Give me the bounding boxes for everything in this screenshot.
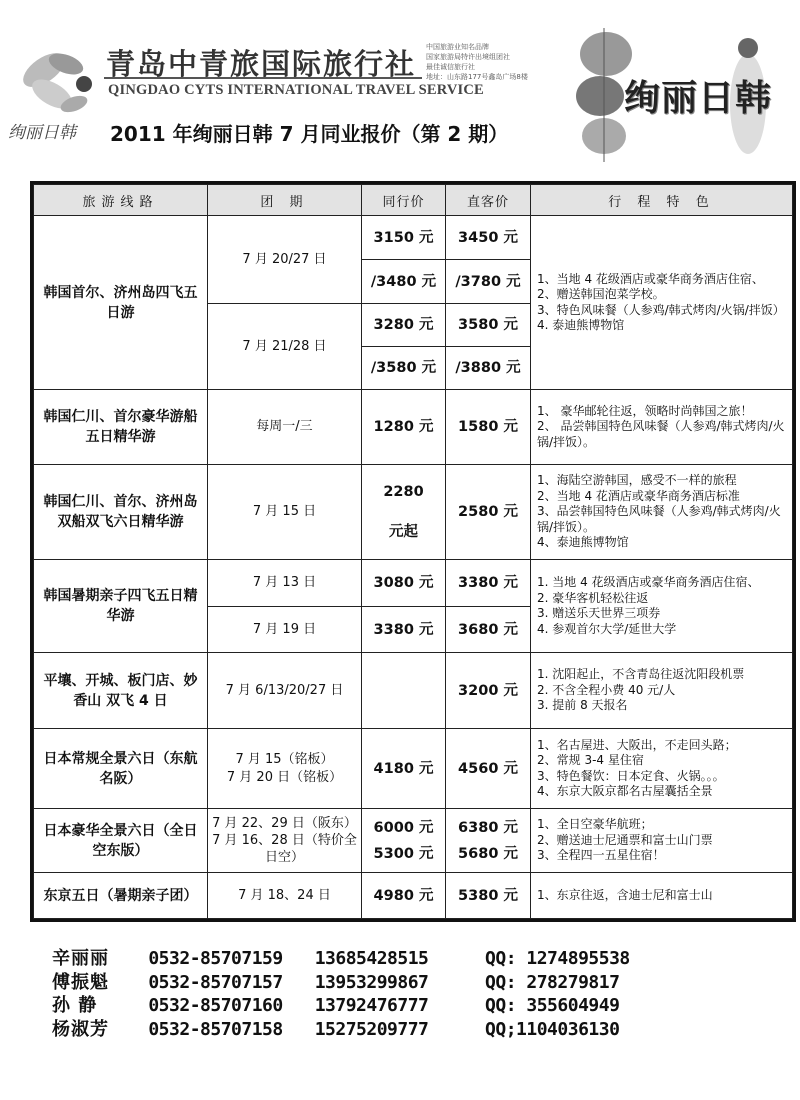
contact-row	[52, 991, 792, 1015]
period-cell: 7 月 6/13/20/27 日	[208, 653, 362, 729]
contact-list	[52, 944, 792, 1038]
price-line: /3880 元	[455, 360, 521, 376]
company-name-en: QINGDAO CYTS INTERNATIONAL TRAVEL SERVICE	[108, 82, 484, 98]
feature-line: 2、常规 3-4 星住宿	[537, 753, 644, 767]
retail-price-cell: 3200 元	[446, 653, 531, 729]
contact-mobile: 13685428515	[314, 948, 429, 969]
feature-line: 3、品尝韩国特色风味餐（人参鸡/韩式烤肉/火锅/拌饭）。	[537, 504, 781, 534]
retail-price-cell	[446, 809, 531, 873]
feature-line: 1. 沈阳起止，不含青岛往返沈阳段机票	[537, 667, 745, 682]
trade-price-cell	[362, 216, 446, 260]
contact-qq: QQ;1104036130	[485, 1018, 620, 1040]
trade-price-cell: 1280 元	[362, 390, 446, 465]
period-cell: 7 月 20/27 日	[208, 216, 362, 304]
feature-line: 3、特色餐饮：日本定食、火锅。。。	[537, 768, 725, 783]
route-cell: 韩国仁川、首尔、济州岛双船双飞六日精华游	[34, 465, 208, 560]
trade-price-cell	[362, 304, 446, 347]
price-line: 6000 元	[373, 819, 434, 836]
period-cell	[208, 729, 362, 809]
price-line: 元起	[389, 524, 418, 540]
features-cell	[531, 390, 793, 465]
contact-row	[52, 1015, 792, 1039]
features-cell	[531, 873, 793, 919]
route-cell: 韩国首尔、济州岛四飞五日游	[34, 216, 208, 390]
trade-price-cell: 4980 元	[362, 873, 446, 919]
table-row	[34, 653, 793, 729]
feature-line: 1、 豪华邮轮往返，领略时尚韩国之旅！	[537, 403, 753, 418]
feature-line: 3. 提前 8 天报名	[537, 698, 628, 713]
feature-line: 4、东京大阪京都名古屋囊括全景	[537, 784, 713, 798]
contact-name: 傅振魁	[52, 971, 109, 993]
price-line: 3580 元	[458, 317, 518, 333]
price-line: 2280	[383, 484, 424, 500]
table-row	[34, 729, 793, 809]
col-header-retail-price: 直客价	[446, 185, 531, 216]
trade-price-cell: 3380 元	[362, 607, 446, 653]
contact-mobile: 13953299867	[314, 971, 429, 993]
contact-qq: QQ: 355604949	[485, 995, 620, 1016]
feature-line: 4、泰迪熊博物馆	[537, 535, 629, 550]
period-cell: 7 月 18、24 日	[208, 873, 362, 919]
price-line: 3450 元	[458, 229, 518, 246]
contact-qq: QQ: 278279817	[485, 971, 620, 993]
company-logo-icon	[18, 44, 100, 118]
trade-price-cell	[362, 465, 446, 560]
feature-line: 1. 当地 4 花级酒店或豪华商务酒店住宿、	[537, 575, 760, 589]
deco-brand-text: 绚丽日韩	[624, 77, 773, 119]
table-row	[34, 216, 793, 260]
contact-phone: 0532-85707160	[148, 995, 283, 1016]
contact-mobile: 15275209777	[314, 1018, 429, 1040]
features-cell	[531, 560, 793, 653]
features-cell	[531, 809, 793, 873]
route-cell: 东京五日（暑期亲子团）	[34, 873, 208, 919]
contact-mobile: 13792476777	[314, 995, 429, 1016]
info-line: 最佳诚信旅行社	[426, 63, 475, 71]
price-line: 6380 元	[458, 819, 518, 836]
period-cell: 每周一/三	[208, 390, 362, 465]
route-cell: 韩国仁川、首尔豪华游船五日精华游	[34, 390, 208, 465]
features-cell	[531, 216, 793, 390]
retail-price-cell	[446, 216, 531, 260]
trade-price-cell	[362, 653, 446, 729]
period-cell	[208, 809, 362, 873]
price-line: 3150 元	[373, 229, 434, 246]
table-row	[34, 560, 793, 607]
period-line: 7 月 22、29 日（阪东）	[212, 816, 357, 831]
feature-line: 2、赠送韩国泡菜学校。	[537, 287, 665, 301]
trade-price-cell	[362, 260, 446, 304]
price-line: 5680 元	[458, 845, 518, 862]
feature-line: 2、当地 4 花酒店或豪华商务酒店标准	[537, 488, 740, 503]
period-cell: 7 月 15 日	[208, 465, 362, 560]
period-cell: 7 月 13 日	[208, 560, 362, 607]
feature-line: 2、赠送迪士尼通票和富士山门票	[537, 832, 713, 847]
feature-line: 4. 参观首尔大学/延世大学	[537, 621, 677, 636]
price-line: 5300 元	[373, 845, 434, 862]
retail-price-cell	[446, 260, 531, 304]
retail-price-cell: 3380 元	[446, 560, 531, 607]
feature-line: 2. 不含全程小费 40 元/人	[537, 682, 676, 697]
contact-qq: QQ: 1274895538	[485, 948, 630, 969]
trade-price-cell: 4180 元	[362, 729, 446, 809]
trade-price-cell	[362, 347, 446, 390]
feature-line: 2. 豪华客机轻松往返	[537, 590, 649, 605]
feature-line: 3. 赠送乐天世界三项券	[537, 606, 661, 620]
price-line: 3280 元	[373, 317, 434, 333]
col-header-period: 团 期	[208, 185, 362, 216]
route-cell: 日本豪华全景六日（全日空东版）	[34, 809, 208, 873]
period-line: 7 月 20 日（铭板）	[226, 769, 343, 785]
page-title: 2011 年绚丽日韩 7 月同业报价（第 2 期）	[110, 122, 509, 146]
header-divider	[104, 77, 422, 79]
table-header-row	[34, 185, 793, 216]
price-line: /3480 元	[370, 273, 437, 290]
page-header	[0, 0, 800, 170]
period-line: 7 月 16、28 日（特价全日空）	[212, 833, 357, 865]
table-row	[34, 390, 793, 465]
feature-line: 3、特色风味餐（人参鸡/韩式烤肉/火锅/拌饭）	[537, 302, 785, 317]
retail-price-cell: 2580 元	[446, 465, 531, 560]
feature-line: 3、全程四一五星住宿！	[537, 848, 665, 863]
retail-price-cell	[446, 304, 531, 347]
retail-price-cell: 5380 元	[446, 873, 531, 919]
company-info	[426, 42, 528, 82]
feature-line: 1、名古屋进、大阪出，不走回头路；	[537, 737, 737, 752]
contact-phone: 0532-85707158	[148, 1018, 283, 1040]
contact-name: 孙 静	[52, 995, 98, 1016]
route-cell: 日本常规全景六日（东航名阪）	[34, 729, 208, 809]
table-row	[34, 809, 793, 873]
trade-price-cell: 3080 元	[362, 560, 446, 607]
retail-price-cell	[446, 347, 531, 390]
retail-price-cell: 4560 元	[446, 729, 531, 809]
contact-row	[52, 968, 792, 992]
route-cell: 韩国暑期亲子四飞五日精华游	[34, 560, 208, 653]
feature-line: 1、海陆空游韩国，感受不一样的旅程	[537, 473, 737, 488]
company-name-cn: 青岛中青旅国际旅行社	[106, 47, 417, 81]
period-cell: 7 月 21/28 日	[208, 304, 362, 390]
table-row	[34, 873, 793, 919]
contact-row	[52, 944, 792, 968]
table-row	[34, 465, 793, 560]
retail-price-cell: 1580 元	[446, 390, 531, 465]
brand-mark: 绚丽日韩	[8, 123, 76, 143]
col-header-features: 行 程 特 色	[531, 185, 793, 216]
features-cell	[531, 729, 793, 809]
contact-name: 杨淑芳	[52, 1018, 109, 1040]
route-cell: 平壤、开城、板门店、妙香山 双飞 4 日	[34, 653, 208, 729]
features-cell	[531, 653, 793, 729]
price-table	[30, 181, 796, 922]
feature-line: 1、全日空豪华航班；	[537, 817, 653, 832]
price-line: /3580 元	[370, 360, 437, 376]
col-header-route: 旅游线路	[34, 185, 208, 216]
contact-name: 辛丽丽	[52, 948, 109, 969]
feature-line: 2、 品尝韩国特色风味餐（人参鸡/韩式烤肉/火锅/拌饭）。	[537, 419, 785, 449]
features-cell	[531, 465, 793, 560]
info-line: 国家旅游局特许出境组团社	[426, 53, 510, 61]
feature-line: 1、东京往返，含迪士尼和富士山	[537, 887, 713, 902]
info-line: 地址：山东路177号鑫岛广场8楼	[426, 73, 528, 81]
feature-line: 1、当地 4 花级酒店或豪华商务酒店住宿、	[537, 271, 764, 286]
col-header-trade-price: 同行价	[362, 185, 446, 216]
trade-price-cell	[362, 809, 446, 873]
contact-phone: 0532-85707159	[148, 948, 283, 969]
period-line: 7 月 15（铭板）	[235, 751, 334, 767]
info-line: 中国旅游业知名品牌	[426, 43, 489, 51]
price-line: /3780 元	[455, 273, 521, 290]
period-cell: 7 月 19 日	[208, 607, 362, 653]
contact-phone: 0532-85707157	[148, 971, 283, 993]
feature-line: 4. 泰迪熊博物馆	[537, 318, 625, 332]
retail-price-cell: 3680 元	[446, 607, 531, 653]
